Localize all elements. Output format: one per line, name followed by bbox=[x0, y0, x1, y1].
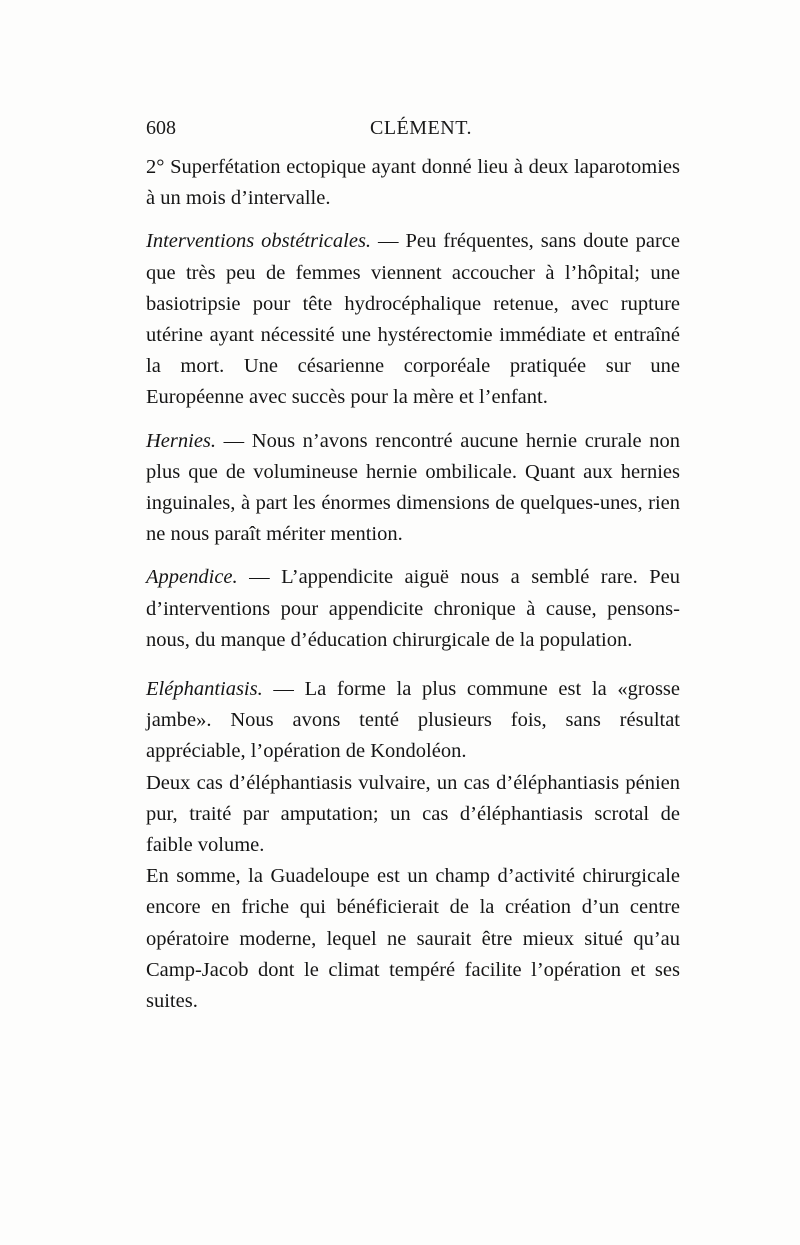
paragraph-text: — Peu fréquentes, sans doute parce que très peu de femmes viennent accoucher à l’hôpital; une basiotripsie pour tête hydrocéphalique retenue, avec rupture utérine ayant nécessité une hystérectomie immédiate et entraîné la mort. Une césarienne corporéale pratiquée sur une Européenne avec succès pour la mère et l’enfant. bbox=[146, 230, 680, 409]
paragraph-hernies bbox=[146, 426, 680, 551]
page-number: 608 bbox=[146, 117, 176, 139]
paragraph-conclusion bbox=[146, 861, 680, 1017]
section-heading-appendice: Appendice. bbox=[146, 566, 238, 589]
paragraph-elephantiasis-cases bbox=[146, 768, 680, 862]
paragraph-text: — L’appendicite aiguë nous a semblé rare. Peu d’interventions pour appendicite chronique à cause, pensons-nous, du manque d’éducation chirurgicale de la population. bbox=[146, 566, 680, 651]
page-header bbox=[146, 117, 680, 147]
paragraph-appendice bbox=[146, 562, 680, 656]
paragraph-superfetation bbox=[146, 152, 680, 214]
paragraph-text: — Nous n’avons rencontré aucune hernie crurale non plus que de volumineuse hernie ombilicale. Quant aux hernies inguinales, à part les énormes dimensions de quelques-unes, rien ne nous paraît mériter mention. bbox=[146, 429, 680, 546]
section-heading-hernies: Hernies. bbox=[146, 429, 217, 452]
paragraph-text: — La forme la plus commune est la «grosse jambe». Nous avons tenté plusieurs fois, sans résultat appréciable, l’opération de Kondoléon. bbox=[146, 678, 680, 763]
body-text bbox=[146, 152, 680, 1017]
paragraph-text: En somme, la Guadeloupe est un champ d’activité chirurgicale encore en friche qui bénéficierait de la création d’un centre opératoire moderne, lequel ne saurait être mieux situé qu’au Camp-Jacob dont le climat tempéré facilite l’opération et ses suites. bbox=[146, 865, 680, 1013]
section-heading-elephantiasis: Eléphantiasis. bbox=[146, 678, 263, 701]
section-heading-interventions: Interventions obstétricales. bbox=[146, 230, 372, 253]
paragraph-text: Deux cas d’éléphantiasis vulvaire, un cas d’éléphantiasis pénien pur, traité par amputation; un cas d’éléphantiasis scrotal de faible volume. bbox=[146, 771, 680, 857]
paragraph-interventions bbox=[146, 226, 680, 413]
running-head: CLÉMENT. bbox=[370, 117, 472, 139]
paragraph-text: 2° Superfétation ectopique ayant donné lieu à deux laparotomies à un mois d’intervalle. bbox=[146, 156, 680, 210]
paragraph-elephantiasis bbox=[146, 674, 680, 768]
